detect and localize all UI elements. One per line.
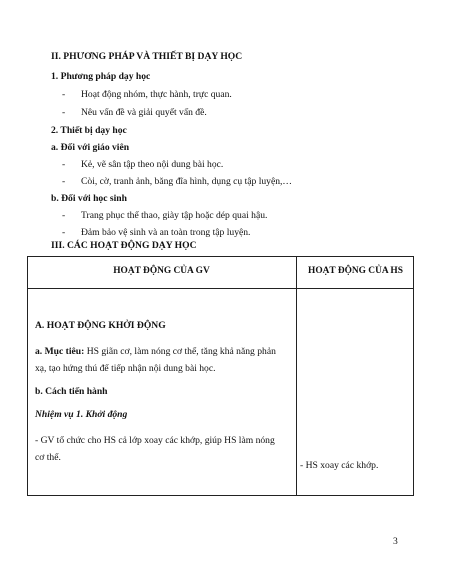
- teacher-activity-line-2: cơ thể.: [35, 452, 61, 463]
- teacher-heading: a. Đối với giáo viên: [51, 142, 130, 153]
- column-header-student: HOẠT ĐỘNG CỦA HS: [308, 266, 403, 276]
- task-heading: Nhiệm vụ 1. Khởi động: [35, 409, 128, 420]
- teacher-item-2: Còi, cờ, tranh ảnh, băng đĩa hình, dụng cụ tập luyện,…: [81, 176, 293, 187]
- methods-heading: 1. Phương pháp dạy học: [51, 71, 151, 82]
- bullet-dash: -: [62, 159, 66, 170]
- objective-line-2: xạ, tạo hứng thú để tiếp nhận nội dung bài học.: [35, 363, 216, 374]
- objective-label: a. Mục tiêu:: [35, 346, 85, 357]
- procedure-heading: b. Cách tiến hành: [35, 386, 108, 397]
- teacher-activity-line-1: - GV tổ chức cho HS cả lớp xoay các khớp, giúp HS làm nóng: [35, 435, 275, 446]
- objective-line-1: [35, 346, 276, 357]
- activity-heading: A. HOẠT ĐỘNG KHỞI ĐỘNG: [35, 320, 166, 331]
- bullet-dash: -: [62, 210, 66, 221]
- table-header-divider: [27, 288, 414, 289]
- column-header-teacher: HOẠT ĐỘNG CỦA GV: [113, 266, 210, 276]
- table-column-divider: [296, 256, 297, 496]
- student-activity: - HS xoay các khớp.: [300, 460, 379, 471]
- equipment-heading: 2. Thiết bị dạy học: [51, 125, 127, 136]
- bullet-dash: -: [62, 227, 66, 238]
- method-item-2: Nêu vấn đề và giải quyết vấn đề.: [81, 107, 207, 118]
- bullet-dash: -: [62, 107, 66, 118]
- section-3-heading: III. CÁC HOẠT ĐỘNG DẠY HỌC: [51, 240, 197, 251]
- section-2-heading: II. PHƯƠNG PHÁP VÀ THIẾT BỊ DẠY HỌC: [51, 51, 243, 62]
- bullet-dash: -: [62, 176, 66, 187]
- objective-text: HS giãn cơ, làm nóng cơ thể, tăng khả năng phản: [84, 346, 276, 357]
- method-item-1: Hoạt động nhóm, thực hành, trực quan.: [81, 89, 232, 100]
- bullet-dash: -: [62, 89, 66, 100]
- student-item-2: Đảm bảo vệ sinh và an toàn trong tập luyện.: [81, 227, 251, 238]
- student-item-1: Trang phục thể thao, giày tập hoặc dép quai hậu.: [81, 210, 268, 221]
- page-number: 3: [393, 536, 398, 547]
- teacher-item-1: Kẻ, vẽ sân tập theo nội dung bài học.: [81, 159, 224, 170]
- student-heading: b. Đối với học sinh: [51, 193, 127, 204]
